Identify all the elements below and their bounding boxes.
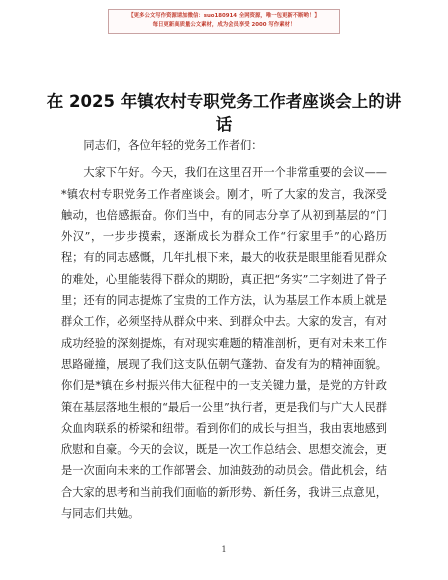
promo-banner [108,9,340,34]
document-body [61,135,387,524]
document-title: 在 2025 年镇农村专职党务工作者座谈会上的讲话 [46,92,402,134]
body-paragraph: 大家下午好。今天，我们在这里召开一个非常重要的会议——*镇农村专职党务工作者座谈会。刚才，听了大家的发言，我深受触动，也倍感振奋。你们当中，有的同志分享了从初到基层的“门外汉”，一步步摸索，逐渐成长为群众工作“行家里手”的心路历程；有的同志感慨，几年扎根下来，最大的收获是眼里能看见群众的难处，心里能装得下群众的期盼，真正把“务实”二字刻进了骨子里；还有的同志提炼了宝贵的工作方法，认为基层工作本质上就是群众工作，必须坚持从群众中来、到群众中去。大家的发言，有对成功经验的深刻提炼，有对现实难题的精准剖析，更有对未来工作思路碰撞，展现了我们这支队伍朝气蓬勃、奋发有为的精神面貌。你们是*镇在乡村振兴伟大征程中的一支关键力量，是党的方针政策在基层落地生根的“最后一公里”执行者，更是我们与广大人民群众血肉联系的桥梁和纽带。看到你们的成长与担当，我由衷地感到欣慰和自豪。今天的会议，既是一次工作总结会、思想交流会，更是一次面向未来的工作部署会、加油鼓劲的动员会。借此机会，结合大家的思考和当前我们面临的新形势、新任务，我讲三点意见，与同志们共勉。 [61,166,387,521]
promo-banner-line1: 【更多公文写作资源请加微信：suo180914 全网资源，唯一包更新不断哟！】 [128,13,320,19]
salutation: 同志们，各位年轻的党务工作者们： [83,139,263,152]
promo-banner-line2: 每日更新高质量公文素材，成为会员享受 2000 写作素材！ [152,22,296,28]
page-number: 1 [221,545,227,554]
